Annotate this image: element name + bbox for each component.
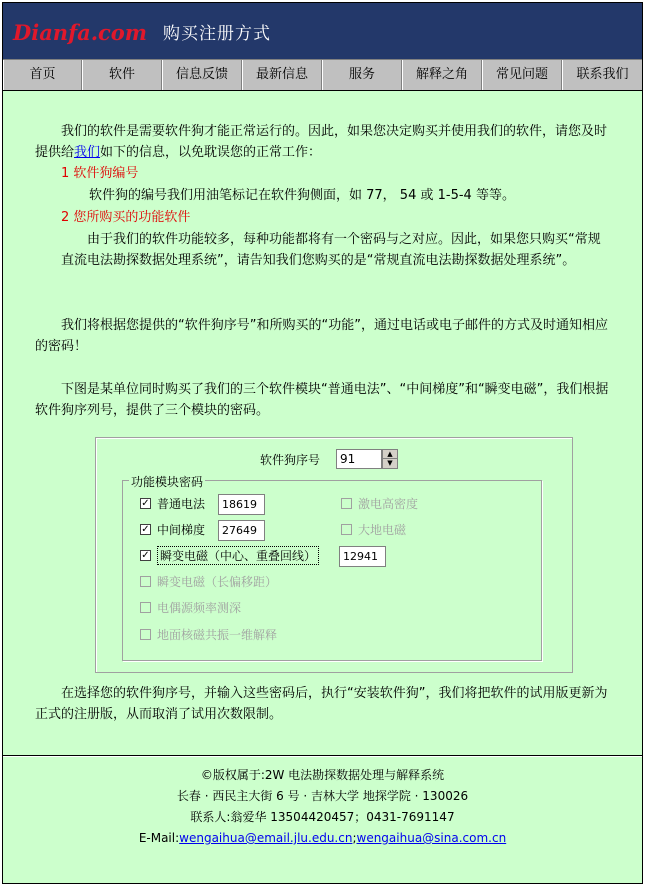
module-dianou[interactable] <box>140 599 241 615</box>
nav-home[interactable]: 首页 <box>3 60 82 90</box>
nav-software[interactable]: 软件 <box>82 60 162 90</box>
nav-news[interactable]: 最新信息 <box>242 60 322 90</box>
group-title: 功能模块密码 <box>131 475 204 489</box>
checkbox-disabled-icon <box>140 576 151 587</box>
item1-text: 软件狗的编号我们用油笔标记在软件狗侧面，如 77， 54 或 1-5-4 等等。 <box>89 188 515 203</box>
page-title: 购买注册方式 <box>163 24 271 44</box>
item2-text: 由于我们的软件功能较多，每种功能都将有一个密码与之对应。因此，如果您只购买“常规直流电法勘探数据处理系统”，请告知我们您购买的是“常规直流电法勘探数据处理系统”。 <box>61 232 601 268</box>
module-label: 大地电磁 <box>358 522 407 537</box>
header-banner <box>3 3 642 59</box>
nav-feedback[interactable]: 信息反馈 <box>162 60 242 90</box>
checkbox-disabled-icon <box>140 602 151 613</box>
email-line <box>3 828 642 849</box>
module-label: 中间梯度 <box>157 522 206 537</box>
top-nav <box>3 59 642 91</box>
nav-service[interactable]: 服务 <box>322 60 402 90</box>
item2-title: 2 您所购买的功能软件 <box>61 210 191 225</box>
serial-spinner[interactable] <box>382 449 398 469</box>
module-nmr[interactable] <box>140 626 277 642</box>
checkbox-checked-icon[interactable]: ✓ <box>141 549 150 561</box>
shunbian-password-field[interactable]: 12941 <box>339 546 386 567</box>
site-logo[interactable]: Dianfa.com <box>13 20 148 45</box>
item1-title: 1 软件狗编号 <box>61 166 139 181</box>
module-label: 激电高密度 <box>358 496 419 511</box>
spin-down-icon[interactable]: ▼ <box>387 459 393 467</box>
serial-number-input[interactable]: 91 <box>336 449 382 469</box>
zhongjian-password-field[interactable]: 27649 <box>218 520 265 541</box>
putong-password-field[interactable]: 18619 <box>218 494 265 515</box>
intro-text: 我们的软件是需要软件狗才能正常运行的。因此，如果您决定购买并使用我们的软件，请您及时提供给 <box>35 124 608 160</box>
module-label: 电偶源频率测深 <box>157 600 242 615</box>
checkbox-disabled-icon <box>140 629 151 640</box>
module-label: 普通电法 <box>157 496 206 511</box>
module-jidian[interactable] <box>341 495 418 511</box>
module-label: 瞬变电磁（中心、重叠回线） <box>157 546 319 565</box>
example-paragraph: 下图是某单位同时购买了我们的三个软件模块“普通电法”、“中间梯度”和“瞬变电磁”，我们根据软件狗序列号，提供了三个模块的密码。 <box>35 382 609 418</box>
serial-label: 软件狗序号 <box>260 453 321 467</box>
copyright-line: ©版权属于:2W 电法勘探数据处理与解释系统 <box>200 768 445 782</box>
nav-faq[interactable]: 常见问题 <box>482 60 562 90</box>
module-label: 地面核磁共振一维解释 <box>157 627 278 642</box>
page-frame <box>2 2 643 884</box>
module-putong[interactable] <box>140 495 205 511</box>
module-password-group <box>122 475 542 661</box>
footer <box>3 765 642 849</box>
module-label: 瞬变电磁（长偏移距） <box>157 574 278 589</box>
module-zhongjian[interactable] <box>140 521 205 537</box>
email-link-sina[interactable]: wengaihua@sina.com.cn <box>356 831 507 845</box>
address-line: 长春 · 西民主大街 6 号 · 吉林大学 地探学院 · 130026 <box>176 789 469 803</box>
email-link-jlu[interactable]: wengaihua@email.jlu.edu.cn <box>179 831 353 845</box>
spin-up-icon[interactable]: ▲ <box>383 450 397 459</box>
checkbox-disabled-icon <box>341 498 352 509</box>
email-prefix: E-Mail: <box>138 831 180 845</box>
module-shunbian-center[interactable] <box>140 547 319 563</box>
module-shunbian-long[interactable] <box>140 573 277 589</box>
module-dadi[interactable] <box>341 521 406 537</box>
checkbox-checked-icon[interactable]: ✓ <box>141 497 150 509</box>
footer-divider <box>3 755 642 757</box>
notify-paragraph: 我们将根据您提供的“软件狗序号”和所购买的“功能”，通过电话或电子邮件的方式及时通知相应的密码！ <box>35 318 608 354</box>
nav-interpretation[interactable]: 解释之角 <box>402 60 482 90</box>
contact-line: 联系人:翁爱华 13504420457；0431-7691147 <box>190 810 455 824</box>
register-dialog-screenshot <box>95 437 573 673</box>
contact-us-link[interactable]: 我们 <box>74 145 101 160</box>
email-separator: ; <box>352 831 357 845</box>
checkbox-disabled-icon <box>341 524 352 535</box>
intro-text-end: 如下的信息，以免耽误您的正常工作： <box>100 145 322 160</box>
install-paragraph: 在选择您的软件狗序号，并输入这些密码后，执行“安装软件狗”，我们将把软件的试用版更新为正式的注册版，从而取消了试用次数限制。 <box>35 686 608 722</box>
checkbox-checked-icon[interactable]: ✓ <box>141 523 150 535</box>
nav-contact[interactable]: 联系我们 <box>562 60 642 90</box>
intro-paragraph <box>35 121 611 163</box>
